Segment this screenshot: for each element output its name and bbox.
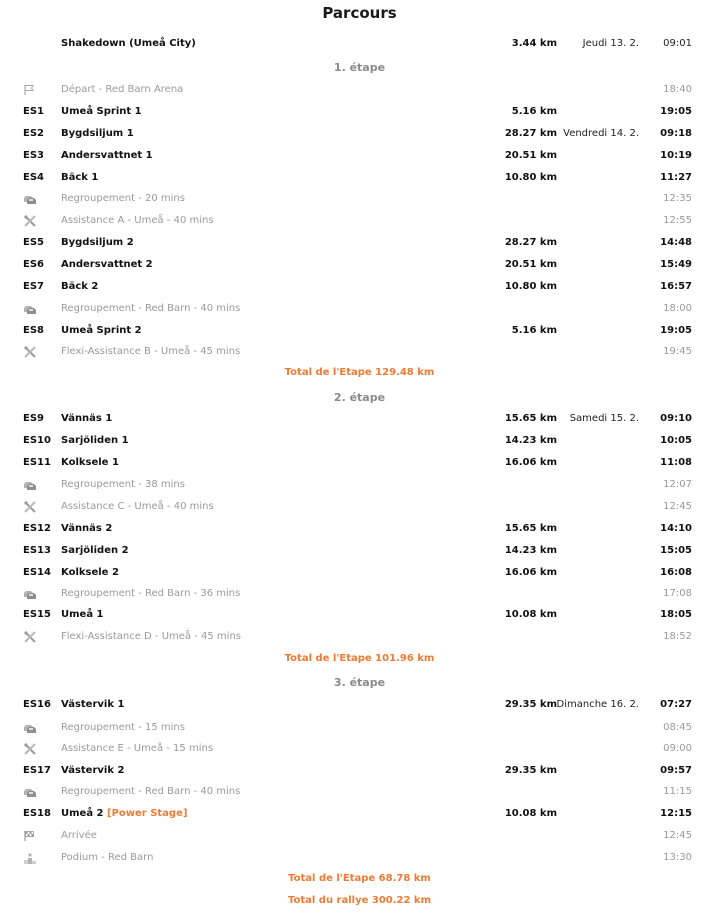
- flag-icon: [23, 84, 37, 96]
- stage-code: ES10: [23, 435, 51, 446]
- stage-time: 11:08: [660, 457, 692, 468]
- stage-name-text: Vännäs 1: [61, 413, 113, 424]
- regroup-icon: [23, 722, 37, 734]
- stage-time: 15:05: [660, 545, 692, 556]
- special-stage-row: [0, 101, 719, 123]
- stage-name-text: Vännäs 2: [61, 523, 113, 534]
- stage-name: [61, 101, 142, 123]
- stage-code: ES11: [23, 457, 51, 468]
- stage-distance: 14.23 km: [504, 545, 557, 556]
- schedule-info-row: [0, 717, 719, 739]
- info-label: Regroupement - Red Barn - 40 mins: [61, 303, 241, 314]
- stage-section-heading: 3. étape: [333, 676, 386, 689]
- stage-time: 14:48: [660, 237, 692, 248]
- service-icon: [23, 501, 37, 513]
- info-time: 17:08: [663, 588, 692, 599]
- info-time: 13:30: [663, 852, 692, 863]
- stage-name-text: Shakedown (Umeå City): [61, 38, 196, 49]
- schedule-info-row: [0, 496, 719, 518]
- info-time: 19:45: [663, 346, 692, 357]
- stage-time: 10:05: [660, 435, 692, 446]
- stage-distance: 5.16 km: [511, 106, 557, 117]
- info-time: 12:55: [663, 215, 692, 226]
- info-label: Assistance C - Umeå - 40 mins: [61, 501, 214, 512]
- stage-distance: 16.06 km: [504, 457, 557, 468]
- stage-distance: 29.35 km: [504, 765, 557, 776]
- regroup-icon: [23, 303, 37, 315]
- special-stage-row: [0, 430, 719, 452]
- stage-name: [61, 276, 98, 298]
- stage-name: [61, 760, 124, 782]
- schedule-info-row: [0, 626, 719, 648]
- distance-total: Total du rallye 300.22 km: [287, 895, 432, 906]
- special-stage-row: [0, 123, 719, 145]
- special-stage-row: [0, 760, 719, 782]
- special-stage-row: [0, 518, 719, 540]
- info-label: Podium - Red Barn: [61, 852, 154, 863]
- stage-code: ES3: [23, 150, 44, 161]
- stage-name: [61, 430, 129, 452]
- info-label: Assistance E - Umeå - 15 mins: [61, 743, 214, 754]
- info-time: 18:00: [663, 303, 692, 314]
- stage-name: [61, 518, 112, 540]
- regroup-icon: [23, 786, 37, 798]
- stage-distance: 28.27 km: [504, 128, 557, 139]
- stage-name-text: Umeå Sprint 2: [61, 325, 142, 336]
- special-stage-row: [0, 320, 719, 342]
- distance-total: Total de l'Etape 101.96 km: [284, 653, 435, 664]
- stage-code: ES18: [23, 808, 51, 819]
- stage-distance: 10.80 km: [504, 172, 557, 183]
- distance-total: Total de l'Etape 129.48 km: [284, 367, 435, 378]
- special-stage-row: [0, 694, 719, 716]
- stage-name-text: Västervik 2: [61, 765, 125, 776]
- stage-section-heading: 1. étape: [333, 61, 386, 74]
- info-label: Regroupement - 15 mins: [61, 722, 185, 733]
- stage-time: 09:57: [660, 765, 692, 776]
- special-stage-row: [0, 145, 719, 167]
- stage-name-text: Bygdsiljum 2: [61, 237, 134, 248]
- stage-name-text: Kolksele 2: [61, 567, 119, 578]
- stage-code: ES8: [23, 325, 44, 336]
- info-time: 11:15: [663, 786, 692, 797]
- stage-day: Dimanche 16. 2.: [556, 699, 639, 710]
- service-icon: [23, 631, 37, 643]
- stage-distance: 10.08 km: [504, 609, 557, 620]
- special-stage-row: [0, 254, 719, 276]
- stage-time: 18:05: [660, 609, 692, 620]
- schedule-info-row: [0, 79, 719, 101]
- stage-code: ES4: [23, 172, 44, 183]
- stage-name-text: Umeå 1: [61, 609, 104, 620]
- schedule-info-row: [0, 474, 719, 496]
- special-stage-row: [0, 167, 719, 189]
- stage-time: 11:27: [660, 172, 692, 183]
- stage-time: 10:19: [660, 150, 692, 161]
- stage-time: 09:10: [660, 413, 692, 424]
- special-stage-row: [0, 540, 719, 562]
- info-time: 18:40: [663, 84, 692, 95]
- info-label: Arrivée: [61, 830, 97, 841]
- stage-name-text: Umeå Sprint 1: [61, 106, 142, 117]
- stage-name-text: Västervik 1: [61, 699, 125, 710]
- stage-name-text: Andersvattnet 1: [61, 150, 153, 161]
- stage-code: ES14: [23, 567, 51, 578]
- finish-flag-icon: [23, 830, 37, 842]
- info-label: Flexi-Assistance B - Umeå - 45 mins: [61, 346, 241, 357]
- special-stage-row: [0, 232, 719, 254]
- stage-name: [61, 167, 98, 189]
- stage-name: [61, 540, 129, 562]
- special-stage-row: [0, 562, 719, 584]
- stage-time: 19:05: [660, 325, 692, 336]
- special-stage-row: [0, 276, 719, 298]
- service-icon: [23, 215, 37, 227]
- stage-name-text: Bygdsiljum 1: [61, 128, 134, 139]
- special-stage-row: [0, 803, 719, 825]
- info-label: Départ - Red Barn Arena: [61, 84, 184, 95]
- stage-code: ES13: [23, 545, 51, 556]
- regroup-icon: [23, 193, 37, 205]
- stage-distance: 16.06 km: [504, 567, 557, 578]
- special-stage-row: [0, 452, 719, 474]
- stage-name-text: Andersvattnet 2: [61, 259, 153, 270]
- stage-name-text: Sarjöliden 2: [61, 545, 129, 556]
- info-label: Flexi-Assistance D - Umeå - 45 mins: [61, 631, 241, 642]
- stage-time: 09:01: [663, 38, 692, 49]
- stage-name: [61, 320, 142, 342]
- special-stage-row: [0, 604, 719, 626]
- stage-code: ES6: [23, 259, 44, 270]
- info-time: 12:35: [663, 193, 692, 204]
- schedule-info-row: [0, 210, 719, 232]
- schedule-info-row: [0, 847, 719, 869]
- stage-time: 12:15: [660, 808, 692, 819]
- schedule-info-row: [0, 583, 719, 605]
- stage-name: [61, 232, 134, 254]
- info-time: 09:00: [663, 743, 692, 754]
- power-stage-label: [Power Stage]: [107, 808, 188, 819]
- stage-section-heading: 2. étape: [333, 391, 386, 404]
- podium-icon: [23, 852, 37, 864]
- stage-code: ES2: [23, 128, 44, 139]
- stage-name-text: Sarjöliden 1: [61, 435, 129, 446]
- stage-time: 16:57: [660, 281, 692, 292]
- stage-distance: 20.51 km: [504, 150, 557, 161]
- stage-distance: 10.80 km: [504, 281, 557, 292]
- stage-name: [61, 408, 112, 430]
- stage-name-text: Umeå 2: [61, 808, 104, 819]
- schedule-info-row: [0, 825, 719, 847]
- stage-name-text: Kolksele 1: [61, 457, 119, 468]
- info-time: 12:45: [663, 830, 692, 841]
- stage-distance: 14.23 km: [504, 435, 557, 446]
- info-label: Regroupement - Red Barn - 40 mins: [61, 786, 241, 797]
- special-stage-row: [0, 33, 719, 55]
- service-icon: [23, 346, 37, 358]
- stage-time: 07:27: [660, 699, 692, 710]
- stage-day: Vendredi 14. 2.: [563, 128, 639, 139]
- info-label: Regroupement - 38 mins: [61, 479, 185, 490]
- stage-day: Samedi 15. 2.: [569, 413, 639, 424]
- stage-code: ES5: [23, 237, 44, 248]
- stage-code: ES15: [23, 609, 51, 620]
- stage-distance: 28.27 km: [504, 237, 557, 248]
- info-time: 18:52: [663, 631, 692, 642]
- stage-name-text: Bäck 2: [61, 281, 99, 292]
- stage-time: 19:05: [660, 106, 692, 117]
- stage-time: 16:08: [660, 567, 692, 578]
- info-time: 12:07: [663, 479, 692, 490]
- service-icon: [23, 743, 37, 755]
- stage-code: ES1: [23, 106, 44, 117]
- stage-time: 15:49: [660, 259, 692, 270]
- stage-name: [61, 145, 153, 167]
- stage-code: ES7: [23, 281, 44, 292]
- info-time: 08:45: [663, 722, 692, 733]
- stage-name: [61, 452, 119, 474]
- stage-code: ES16: [23, 699, 51, 710]
- stage-code: ES9: [23, 413, 44, 424]
- info-time: 12:45: [663, 501, 692, 512]
- info-label: Regroupement - Red Barn - 36 mins: [61, 588, 241, 599]
- stage-name: [61, 562, 119, 584]
- stage-name: [61, 803, 187, 825]
- stage-name: [61, 123, 134, 145]
- stage-time: 09:18: [660, 128, 692, 139]
- stage-distance: 10.08 km: [504, 808, 557, 819]
- special-stage-row: [0, 408, 719, 430]
- stage-name-text: Bäck 1: [61, 172, 99, 183]
- stage-name: [61, 604, 104, 626]
- schedule-info-row: [0, 341, 719, 363]
- stage-day: Jeudi 13. 2.: [582, 38, 639, 49]
- stage-distance: 3.44 km: [511, 38, 557, 49]
- regroup-icon: [23, 479, 37, 491]
- schedule-info-row: [0, 781, 719, 803]
- stage-name: [61, 33, 196, 55]
- info-label: Assistance A - Umeå - 40 mins: [61, 215, 214, 226]
- schedule-info-row: [0, 188, 719, 210]
- schedule-info-row: [0, 738, 719, 760]
- distance-total: Total de l'Etape 68.78 km: [288, 873, 431, 884]
- info-label: Regroupement - 20 mins: [61, 193, 185, 204]
- stage-distance: 29.35 km: [504, 699, 557, 710]
- regroup-icon: [23, 588, 37, 600]
- stage-distance: 20.51 km: [504, 259, 557, 270]
- stage-distance: 15.65 km: [504, 413, 557, 424]
- stage-distance: 5.16 km: [511, 325, 557, 336]
- stage-name: [61, 254, 153, 276]
- stage-time: 14:10: [660, 523, 692, 534]
- stage-name: [61, 694, 124, 716]
- page-title: Parcours: [322, 4, 397, 22]
- stage-code: ES12: [23, 523, 51, 534]
- schedule-info-row: [0, 298, 719, 320]
- stage-code: ES17: [23, 765, 51, 776]
- stage-distance: 15.65 km: [504, 523, 557, 534]
